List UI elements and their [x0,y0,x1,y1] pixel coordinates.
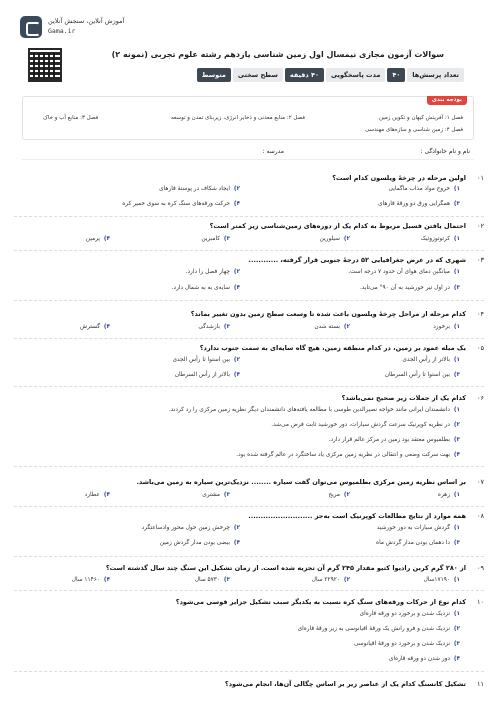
question-number: ۱۱ [477,680,484,688]
question-number: ۰۲ [477,222,484,230]
option-text: کرتوتوزوئیک [420,236,450,242]
difficulty-value: متوسط [197,68,231,82]
question-text: احتمال یافتن فسیل مربوط به کدام یک از دوره‌های زمین‌شناسی زیر کمتر است؟ [209,222,466,230]
brand-logo-area[interactable] [20,16,180,38]
option-2[interactable]: ۲)بین استوا تا رأس الجدی [172,357,241,363]
option-1[interactable]: ۱)بالاتر از رأس الجدی [402,357,461,363]
option-1[interactable]: ۱)دانشمندان ایرانی مانند خواجه نصیرالدین طوسی با مطالعه یافته‌های دانشمندان دیگر نظریه زمین مرکزی را رد کردند. [168,407,461,413]
question-count-label: تعداد پرسش‌ها [407,68,464,82]
chapter-item: فصل ۲: منابع معدنی و ذخایر انرژی، زیربنای تمدن و توسعه [170,115,305,121]
chapter-budget-badge: بودجه بندی [427,96,467,105]
option-text: حرکت ورقه‌های سنگ کره به سوی خمیر کره [122,201,230,207]
question-9 [14,564,484,590]
option-text: بسته شدن [314,324,340,330]
option-text: ۲۲۹۲۰ سال [311,577,340,583]
option-2[interactable]: ۲)چرخش زمین حول محور وادساعتگرد [141,525,241,531]
question-text: شهری که در عرض جغرافیایی ۵۲ درجهٔ جنوبی قرار گرفته، ............ [248,256,466,264]
option-text: بازشدگی [198,324,220,330]
option-text: میانگین دمای هوای آن حدود ۷ درجه است. [348,269,450,275]
option-1[interactable]: ۱)نزدیک شدن و برخورد دو ورقه قاره‌ای [359,611,461,617]
school-label[interactable]: مدرسه : [262,148,284,155]
option-3[interactable]: ۳)بین استوا تا رأس السرطان [384,372,461,378]
option-text: نزدیک شدن و برخورد دو ورقهٔ اقیانوسی [353,641,450,647]
question-number: ۰۶ [477,394,484,402]
option-text: نزدیک شدن و فرو رانش یک ورقهٔ اقیانوسی به زیر ورقهٔ قاره‌ای [297,626,450,632]
question-text: یک میله عمود بر زمین، در کدام منطقه زمین، هیچ گاه سایه‌ای به سمت جنوب ندارد؟ [199,344,466,352]
option-text: بهت سرکت وضعی و انتقالی در نظریه زمین مرکزی یاد ساختگرد در عالم گرفته شده بود. [236,452,450,458]
option-4[interactable]: ۴)پرمین [85,236,111,242]
question-10 [14,598,484,670]
option-text: سایه‌ی به به شمال دارد. [171,285,230,291]
option-text: برخورد [433,324,450,330]
question-divider [14,216,484,217]
question-3 [14,256,484,300]
option-1[interactable]: ۱)خروج مواد مذاب ماگمایی [388,186,461,192]
question-divider [14,671,484,672]
question-number: ۰۱ [477,174,484,182]
option-text: بالاتر از رأس السرطان [174,372,230,378]
option-2[interactable]: ۲)۲۲۹۲۰ سال [311,577,351,583]
question-text: از ۲۸۰ گرم کربن رادیوا کتیو مقدار ۲۴۵ گرم آن تجزیه شده است. از زمان تشکیل این سنگ چند سال گذشته است؟ [105,564,466,572]
exam-header [22,44,474,88]
chapter-item: فصل ۱: آفرینش کیهان و تکوین زمین [378,115,463,121]
option-2[interactable]: ۲)نزدیک شدن و فرو رانش یک ورقهٔ اقیانوسی به زیر ورقهٔ قاره‌ای [297,626,461,632]
option-1[interactable]: ۱)کرتوتوزوئیک [420,236,461,242]
option-text: عطارد [84,492,100,498]
question-text: کدام یک از جملات زیر صحیح نمی‌باشد؟ [341,394,466,402]
option-text: در نظریه کوپرنیک سرعت گردش سیارات، دور خورشید ثابت فرض می‌شد. [271,422,450,428]
question-number: ۰۹ [477,564,484,572]
option-4[interactable]: ۴)بیضی بودن مدار گردش زمین [159,540,241,546]
option-4[interactable]: ۴)بهت سرکت وضعی و انتقالی در نظریه زمین مرکزی یاد ساختگرد در عالم گرفته شده بود. [236,452,461,458]
option-text: بالاتر از رأس الجدی [402,357,450,363]
question-divider [14,250,484,251]
option-text: ایجاد شکاف در پوستهٔ قارهای [159,186,230,192]
question-number: ۰۵ [477,344,484,352]
option-text: پرمین [85,236,100,242]
option-1[interactable]: ۱)میانگین دمای هوای آن حدود ۷ درجه است. [348,269,461,275]
chapter-item: فصل ۴: زمین شناسی و سازه‌های مهندسی [364,127,463,133]
option-1[interactable]: ۱)برخورد [433,324,461,330]
option-3[interactable]: ۳)دا دهمان بودن مدار گردش ماه [376,540,461,546]
option-3[interactable]: ۳)کامبرین [201,236,231,242]
brand-domain: Gama.ir [48,27,76,35]
option-text: ۱۱۴۶۰ سال [71,577,100,583]
question-number: ۰۳ [477,256,484,264]
option-3[interactable]: ۳)همگرایی ورق دو ورقهٔ قارهای [378,201,461,207]
question-2 [14,222,484,248]
option-4[interactable]: ۴)بالاتر از رأس السرطان [174,372,241,378]
option-text: ۵۷۳۰ سال [194,577,220,583]
option-2[interactable]: ۲)چهار فصل را دارد. [185,269,241,275]
option-2[interactable]: ۲)بسته شدن [314,324,351,330]
option-1[interactable]: ۱)زهره [437,492,461,498]
question-divider [14,338,484,339]
duration-value: ۴۰ دقیقه [285,68,324,82]
brand-tagline: آموزش آنلاین، سنجش آنلاین [48,17,125,25]
option-4[interactable]: ۴)گسترش [80,324,111,330]
difficulty-label: سطح سختی [233,68,283,82]
option-4[interactable]: ۴)۱۱۴۶۰ سال [71,577,111,583]
option-text: گردش سیارات به دور خورشید [376,525,450,531]
question-number: ۱۰ [477,598,484,606]
option-text: بیضی بودن مدار گردش زمین [159,540,230,546]
option-3[interactable]: ۳)مشتری [202,492,231,498]
option-text: در اول تیر خورشید به آن ۹۰° می‌تابد. [359,285,450,291]
question-5 [14,344,484,386]
student-name-label[interactable]: نام و نام خانوادگی : [420,148,470,155]
option-3[interactable]: ۳)بازشدگی [198,324,231,330]
option-2[interactable]: ۲)در نظریه کوپرنیک سرعت گردش سیارات، دور خورشید ثابت فرض می‌شد. [271,422,461,428]
question-text: تشکیل کانسنگ کدام یک از عناصر زیر بر اساس چگالی آن‌ها، انجام می‌شود؟ [224,680,466,688]
question-count-value: ۴۰ [387,68,405,82]
option-text: ۱۷۱۹۰سال [423,577,450,583]
question-11 [14,680,484,694]
option-text: دانشمندان ایرانی مانند خواجه نصیرالدین طوسی با مطالعه یافته‌های دانشمندان دیگر نظریه زمین مرکزی را رد کردند. [168,407,450,413]
option-3[interactable]: ۳)۵۷۳۰ سال [194,577,231,583]
option-2[interactable]: ۲)مریخ [328,492,351,498]
option-text: همگرایی ورق دو ورقهٔ قارهای [378,201,450,207]
option-text: بطلمیوس معتقد بود زمین در مرکز عالم قرار دارد. [328,437,450,443]
option-2[interactable]: ۲)سیلورین [319,236,351,242]
option-4[interactable]: ۴)دور شدن دو ورقه قاره‌ای [388,656,461,662]
option-3[interactable]: ۳)در اول تیر خورشید به آن ۹۰° می‌تابد. [359,285,461,291]
option-1[interactable]: ۱)۱۷۱۹۰سال [423,577,461,583]
gama-logo-icon [20,16,42,38]
question-divider [14,556,484,557]
option-4[interactable]: ۴)سایه‌ی به به شمال دارد. [171,285,241,291]
question-text: کدام مرحله از مراحل چرخهٔ ویلسون باعث شده تا وسعت سطح زمین بدون تغییر بماند؟ [190,310,466,318]
option-text: چهار فصل را دارد. [185,269,230,275]
question-divider [14,300,484,301]
question-text: کدام نوع از حرکات ورقه‌های سنگ کره نسبت به یکدیگر سبب تشکیل جزایر قوسی می‌شود؟ [175,598,466,606]
question-divider [14,386,484,387]
question-divider [14,466,484,467]
question-text: همه موارد از نتایج مطالعات کوپرنیک است به‌جز .......................... [248,512,466,520]
question-6 [14,394,484,466]
option-text: سیلورین [319,236,340,242]
option-text: بین استوا تا رأس السرطان [384,372,450,378]
question-text: اولین مرحله در چرخهٔ ویلسون کدام است؟ [332,174,466,182]
option-text: بین استوا تا رأس الجدی [172,357,230,363]
option-text: گسترش [80,324,100,330]
option-text: دا دهمان بودن مدار گردش ماه [376,540,450,546]
chapter-budget-box [22,96,474,140]
option-text: زهره [437,492,450,498]
duration-label: مدت پاسخگویی [326,68,385,82]
question-text: بر اساس نظریه زمین مرکزی بطلمیوس می‌توان گفت سیاره ........ نزدیک‌ترین سیاره به زمین می‌باشد. [136,478,466,486]
qr-code-icon [28,48,62,82]
exam-info-row [197,68,464,82]
student-info-row [22,144,474,160]
option-3[interactable]: ۳)بطلمیوس معتقد بود زمین در مرکز عالم قرار دارد. [328,437,461,443]
question-divider [14,506,484,507]
question-number: ۰۸ [477,512,484,520]
option-text: چرخش زمین حول محور وادساعتگرد [141,525,230,531]
question-4 [14,310,484,336]
question-divider [14,590,484,591]
option-text: نزدیک شدن و برخورد دو ورقه قاره‌ای [359,611,450,617]
question-1 [14,174,484,212]
option-text: مریخ [328,492,340,498]
chapter-item: فصل ۳: منابع آب و خاک [43,115,99,121]
question-7 [14,478,484,504]
option-text: خروج مواد مذاب ماگمایی [388,186,450,192]
question-number: ۰۴ [477,310,484,318]
option-4[interactable]: ۴)عطارد [84,492,111,498]
question-number: ۰۷ [477,478,484,486]
option-text: دور شدن دو ورقه قاره‌ای [388,656,450,662]
option-text: کامبرین [201,236,220,242]
option-1[interactable]: ۱)گردش سیارات به دور خورشید [376,525,461,531]
option-3[interactable]: ۳)نزدیک شدن و برخورد دو ورقهٔ اقیانوسی [353,641,461,647]
option-4[interactable]: ۴)حرکت ورقه‌های سنگ کره به سوی خمیر کره [122,201,241,207]
exam-title: سوالات آزمون مجازی نیمسال اول زمین شناسی یازدهم رشته علوم تجربی (نمونه ۲) [111,50,444,59]
question-8 [14,512,484,554]
option-2[interactable]: ۲)ایجاد شکاف در پوستهٔ قارهای [159,186,241,192]
option-text: مشتری [202,492,220,498]
